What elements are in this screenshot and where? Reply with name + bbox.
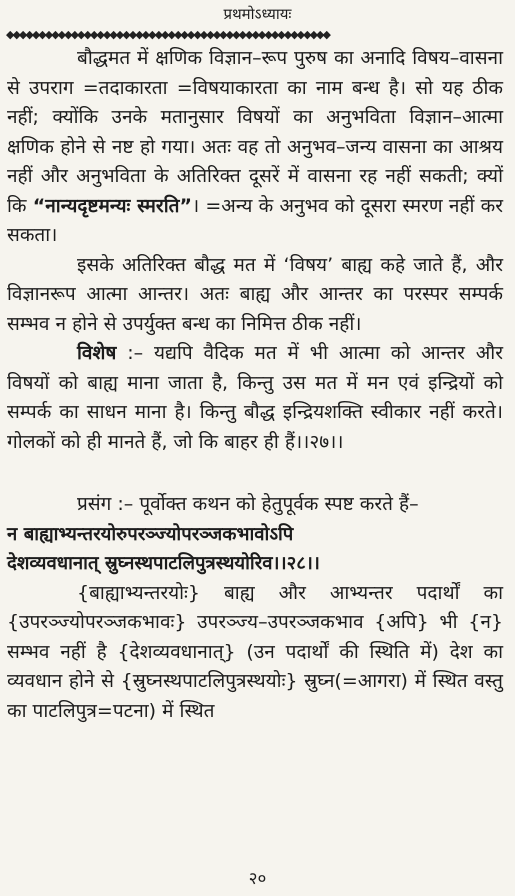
sutra-line-2: देशव्यवधानात् स्रुघ्नस्थपाटलिपुत्रस्थयोरिव।।२८।। [7, 553, 320, 574]
sutra-line-1: न बाह्याभ्यन्तरयोरुपरञ्ज्योपरञ्जकभावोऽपि [7, 523, 294, 545]
paragraph-prasang: प्रसंग :– पूर्वोक्त कथन को हेतुपूर्वक स्पष्ट करते हैं– [77, 493, 419, 515]
vishesh-text: :– यद्यपि वैदिक मत में भी आत्मा को आन्तर और विषयों को बाह्य माना जाता है, किन्तु उस मत में मन एवं इन्द्रियों को सम्पर्क का साधन माना है। किन्तु बौद्ध इन्द्रियशक्ति स्वीकार नहीं करते। गोलकों को ही मानते हैं, जो कि बाहर ही हैं।।२७।। [7, 342, 503, 453]
paragraph-bandha-tail: । =अन्य के अनुभव को दूसरा स्मरण नहीं कर सकता। [7, 194, 503, 246]
ornamental-divider: ◆◆◆◆◆◆◆◆◆◆◆◆◆◆◆◆◆◆◆◆◆◆◆◆◆◆◆◆◆◆◆◆◆◆◆◆◆◆◆◆◆◆◆◆◆◆◆◆◆◆ [6, 28, 329, 41]
paragraph-bandha-text: बौद्धमत में क्षणिक विज्ञान–रूप पुरुष का अनादि विषय–वासना से उपराग =तदाकारता =विषयाकारता का नाम बन्ध है। सो यह ठीक नहीं; क्योंकि उनके मतानुसार विषयों का अनुभविता विज्ञान–आत्मा क्षणिक होने से नष्ट हो गया। अतः वह तो अनुभव–जन्य वासना का आश्रय नहीं और अनुभविता के अतिरिक्त दूसरें में वासना रह नहीं सकती; क्यों कि [7, 47, 503, 217]
paragraph-gap [7, 457, 503, 490]
page-number: २० [248, 869, 267, 889]
sutra-28 [7, 520, 503, 579]
paragraph-commentary: {बाह्याभ्यन्तरयोः} बाह्य और आभ्यन्तर पदार्थों का {उपरञ्ज्योपरञ्जकभावः} उपरञ्ज्य–उपरञ्जकभाव {अपि} भी {न} सम्भव नहीं है {देशव्यवधानात्} (उन पदार्थों की स्थिति में) देश का व्यवधान होने से {स्रुघ्नस्थपाटलिपुत्रस्थयोः} स्रुघ्न(=आगरा) में स्थित वस्तु का पाटलिपुत्र=पटना) में स्थित [7, 581, 503, 722]
paragraph-vishesh [7, 339, 503, 457]
paragraph-bandha [7, 44, 503, 251]
running-header: प्रथमोऽध्यायः [223, 5, 292, 23]
vishesh-label: विशेष [77, 342, 117, 364]
quote-nanyadrishtam: “नान्यदृष्टमन्यः स्मरति” [32, 194, 192, 217]
page-body [7, 44, 503, 726]
paragraph-vishaya: इसके अतिरिक्त बौद्ध मत में ‘विषय’ बाह्य कहे जाते हैं, और विज्ञानरूप आत्मा आन्तर। अतः बाह्य और आन्तर का परस्पर सम्पर्क सम्भव न होने से उपर्युक्त बन्ध का निमित्त ठीक नहीं। [7, 253, 503, 335]
